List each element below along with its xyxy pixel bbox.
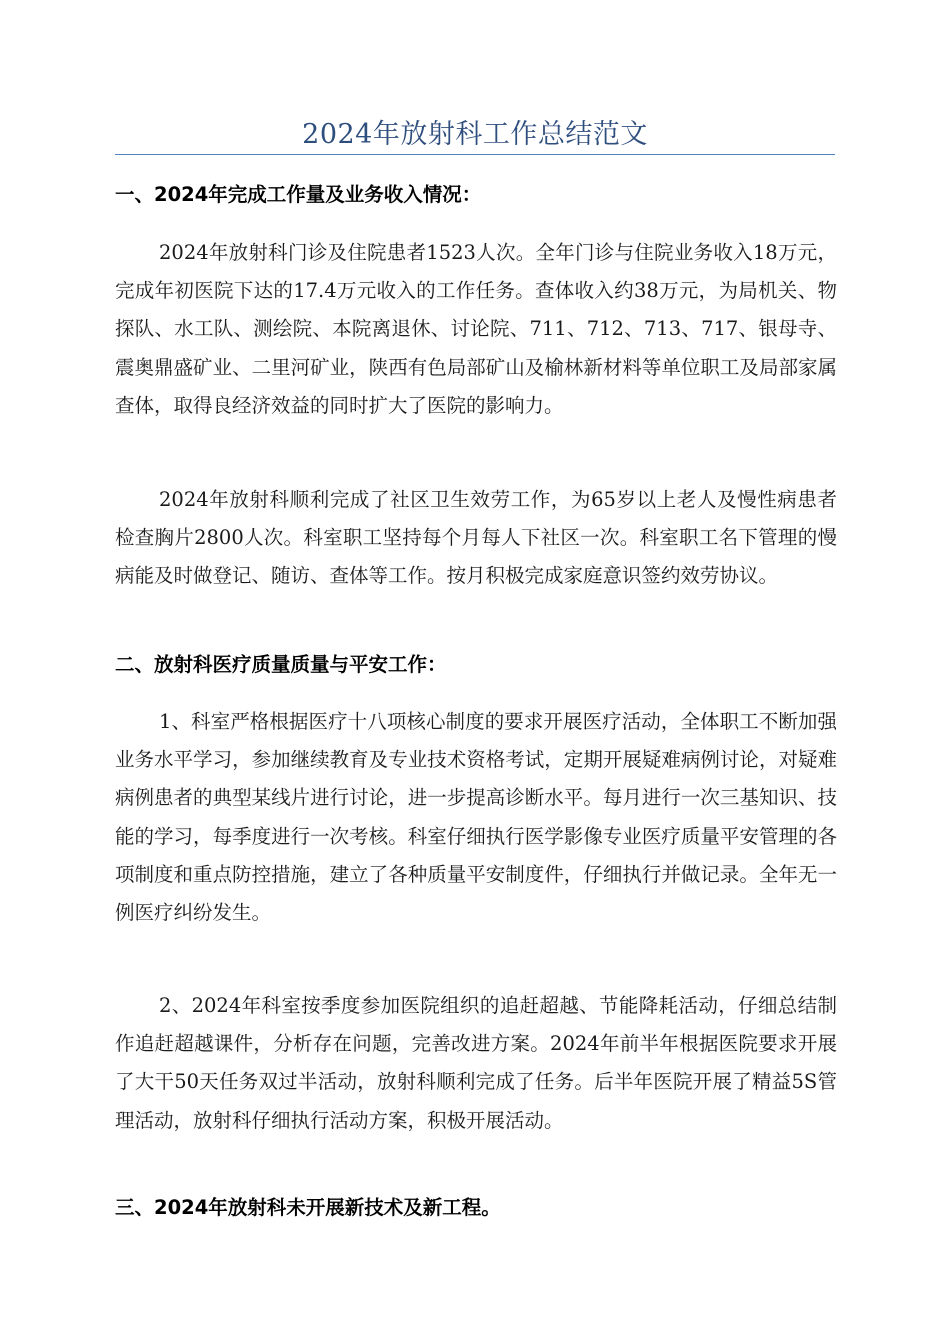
section-heading-2: 二、放射科医疗质量质量与平安工作： [115,653,447,676]
paragraph-quality-1: 1、科室严格根据医疗十八项核心制度的要求开展医疗活动，全体职工不断加强业务水平学习，参加继续教育及专业技术资格考试，定期开展疑难病例讨论，对疑难病例患者的典型某线片进行讨论，进一步提高诊断水平。每月进行一次三基知识、技能的学习，每季度进行一次考核。科室仔细执行医学影像专业医疗质量平安管理的各项制度和重点防控措施，建立了各种质量平安制度件，仔细执行并做记录。全年无一例医疗纠纷发生。 [115,710,837,925]
paragraph-quality-2: 2、2024年科室按季度参加医院组织的追赶超越、节能降耗活动，仔细总结制作追赶超越课件，分析存在问题，完善改进方案。2024年前半年根据医院要求开展了大干50天任务双过半活动，放射科顺利完成了任务。后半年医院开展了精益5S管理活动，放射科仔细执行活动方案，积极开展活动。 [115,994,837,1132]
paragraph-community-service: 2024年放射科顺利完成了社区卫生效劳工作，为65岁以上老人及慢性病患者检查胸片2800人次。科室职工坚持每个月每人下社区一次。科室职工名下管理的慢病能及时做登记、随访、查体等工作。按月积极完成家庭意识签约效劳协议。 [115,488,837,588]
section-heading-1: 一、2024年完成工作量及业务收入情况： [115,183,482,206]
document-title: 2024年放射科工作总结范文 [302,119,648,150]
title-underline [115,154,835,155]
paragraph-workload: 2024年放射科门诊及住院患者1523人次。全年门诊与住院业务收入18万元，完成年初医院下达的17.4万元收入的工作任务。查体收入约38万元，为局机关、物探队、水工队、测绘院、本院离退休、讨论院、711、712、713、717、银母寺、震奥鼎盛矿业、二里河矿业，陕西有色局部矿山及榆林新材料等单位职工及局部家属查体，取得良经济效益的同时扩大了医院的影响力。 [115,241,837,417]
section-heading-3: 三、2024年放射科未开展新技术及新工程。 [115,1196,501,1219]
